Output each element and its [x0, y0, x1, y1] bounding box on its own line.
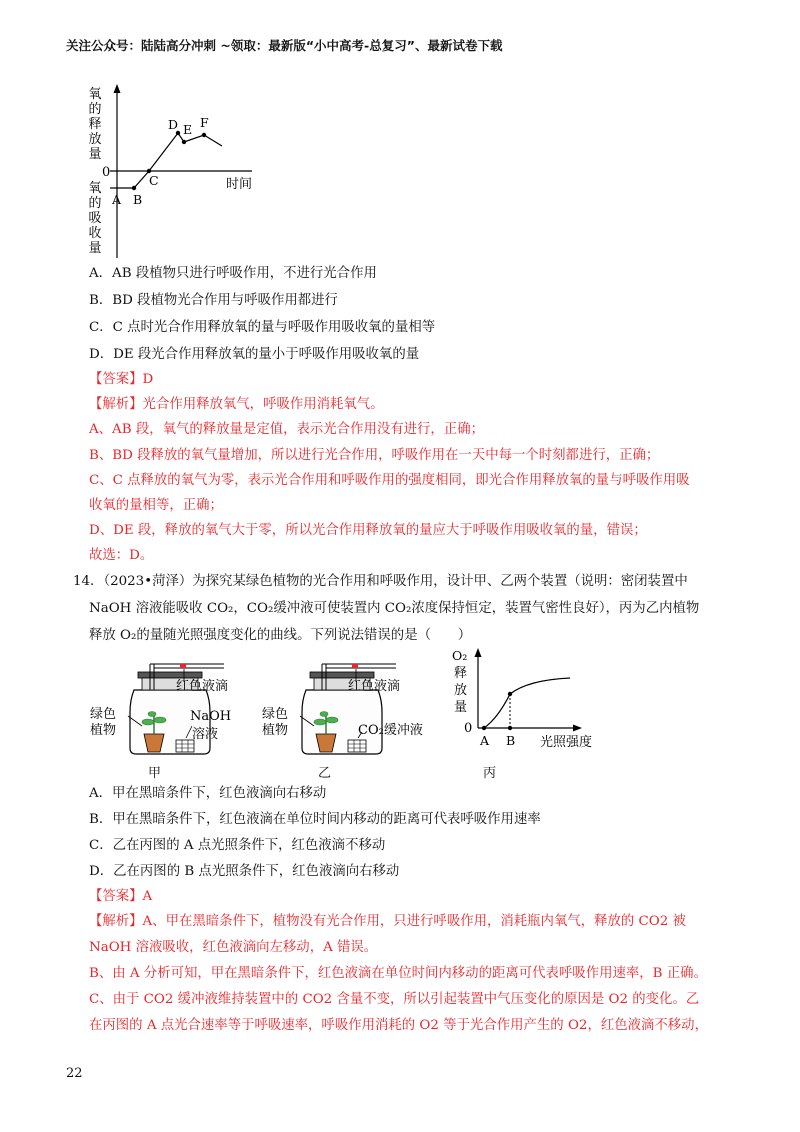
page-header: 关注公众号：陆陆高分冲刺 ~领取：最新版“小中高考-总复习”、最新试卷下载	[66, 38, 503, 53]
jia-drop-label: 红色液滴	[176, 679, 229, 694]
q14-stem-line: NaOH 溶液能吸收 CO₂，CO₂缓冲液可使装置内 CO₂浓度保持恒定，装置气密性良好），丙为乙内植物	[89, 601, 700, 616]
y-bottom-label-5: 量	[88, 241, 102, 256]
q13-answer: 【答案】D	[89, 372, 154, 387]
q14-stem-line: 释放 O₂的量随光照强度变化的曲线。下列说法错误的是（ ）	[89, 628, 472, 643]
y-top-label-1: 氧	[88, 87, 102, 102]
x-axis-label: 时间	[226, 177, 253, 192]
bing-zero-label: 0	[464, 721, 473, 736]
bing-y-label-2: 释	[454, 666, 468, 681]
point-b-label: B	[133, 192, 143, 207]
jia-plant-label-1: 绿色	[90, 707, 117, 722]
q14-option-b: B．甲在黑暗条件下，红色液滴在单位时间内移动的距离可代表呼吸作用速率	[89, 812, 541, 827]
point-e-label: E	[183, 122, 193, 137]
yi-plant-label-1: 绿色	[262, 707, 289, 722]
bing-y-label-4: 量	[454, 700, 468, 715]
point-f-label: F	[200, 115, 209, 130]
yi-plant-label-2: 植物	[262, 723, 289, 738]
q13-analysis-line: D、DE 段，释放的氧气大于零，所以光合作用释放氧的量应大于呼吸作用吸收氧的量，错误；	[89, 523, 647, 538]
q14-option-d: D．乙在丙图的 B 点光照条件下，红色液滴向右移动	[89, 864, 400, 879]
y-top-label-4: 放	[88, 132, 102, 147]
q13-option-a: A．AB 段植物只进行呼吸作用，不进行光合作用	[89, 266, 377, 281]
point-a-label: A	[112, 192, 122, 207]
q14-option-a: A．甲在黑暗条件下，红色液滴向右移动	[89, 786, 327, 801]
bing-point-a-label: A	[480, 733, 490, 748]
q14-analysis-line: C、由于 CO2 缓冲液维持装置中的 CO2 含量不变，所以引起装置中气压变化的原因是 O2 的变化。乙	[89, 992, 700, 1007]
q13-option-d: D．DE 段光合作用释放氧的量小于呼吸作用吸收氧的量	[89, 347, 420, 362]
jia-solution-label-2: 溶液	[192, 727, 219, 742]
apparatus-jia	[86, 650, 266, 760]
bing-point-b-label: B	[506, 733, 516, 748]
light-curve-graph	[440, 646, 610, 754]
y-top-label-3: 释	[88, 117, 102, 132]
jia-plant-label-2: 植物	[90, 723, 117, 738]
q13-analysis-line: 故选：D。	[89, 548, 154, 563]
yi-drop-label: 红色液滴	[348, 679, 401, 694]
page-number: 22	[66, 1066, 83, 1081]
yi-solution-label: CO₂缓冲液	[358, 723, 423, 738]
bing-y-label-1: O₂	[452, 648, 468, 663]
oxygen-time-graph	[74, 80, 274, 260]
q13-option-b: B．BD 段植物光合作用与呼吸作用都进行	[89, 293, 338, 308]
zero-label: 0	[102, 165, 111, 180]
y-bottom-label-4: 收	[88, 226, 102, 241]
y-bottom-label-2: 的	[88, 196, 102, 211]
q13-analysis-line: A、AB 段，氧气的释放量是定值，表示光合作用没有进行，正确；	[89, 422, 484, 437]
q13-analysis-line: 收氧的量相等，正确；	[89, 498, 223, 513]
y-bottom-label-1: 氧	[88, 181, 102, 196]
q14-analysis-line: B、由 A 分析可知，甲在黑暗条件下，红色液滴在单位时间内移动的距离可代表呼吸作用速率，B 正确。	[89, 966, 707, 981]
bing-caption: 丙	[483, 766, 497, 781]
q14-answer: 【答案】A	[89, 889, 153, 904]
point-c-label: C	[149, 173, 159, 188]
y-top-label-2: 的	[88, 102, 102, 117]
q13-analysis-line: 【解析】光合作用释放氧气，呼吸作用消耗氧气。	[89, 397, 384, 412]
q14-analysis-line: 在丙图的 A 点光合速率等于呼吸速率，呼吸作用消耗的 O2 等于光合作用产生的 O2，红色液滴不移动，	[89, 1018, 708, 1033]
q14-analysis-line: 【解析】A、甲在黑暗条件下，植物没有光合作用，只进行呼吸作用，消耗瓶内氧气，释放的 CO2 被	[89, 914, 686, 929]
q13-analysis-line: C、C 点释放的氧气为零，表示光合作用和呼吸作用的强度相同，即光合作用释放氧的量与呼吸作用吸	[89, 473, 690, 488]
q14-analysis-line: NaOH 溶液吸收，红色液滴向左移动，A 错误。	[89, 940, 378, 955]
jia-solution-label-1: NaOH	[190, 709, 232, 724]
bing-x-label: 光照强度	[540, 735, 593, 750]
y-bottom-label-3: 吸	[88, 211, 102, 226]
q14-stem-line: 14．（2023•菏泽）为探究某绿色植物的光合作用和呼吸作用，设计甲、乙两个装置（说明：密闭装置中	[73, 574, 688, 589]
q13-analysis-line: B、BD 段释放的氧气量增加，所以进行光合作用，呼吸作用在一天中每一个时刻都进行，正确；	[89, 448, 660, 463]
apparatus-yi	[258, 650, 458, 760]
jia-caption: 甲	[148, 766, 162, 781]
bing-y-label-3: 放	[454, 683, 468, 698]
q14-option-c: C．乙在丙图的 A 点光照条件下，红色液滴不移动	[89, 838, 386, 853]
point-d-label: D	[168, 117, 179, 132]
y-top-label-5: 量	[88, 147, 102, 162]
yi-caption: 乙	[318, 766, 332, 781]
q13-option-c: C．C 点时光合作用释放氧的量与呼吸作用吸收氧的量相等	[89, 320, 436, 335]
